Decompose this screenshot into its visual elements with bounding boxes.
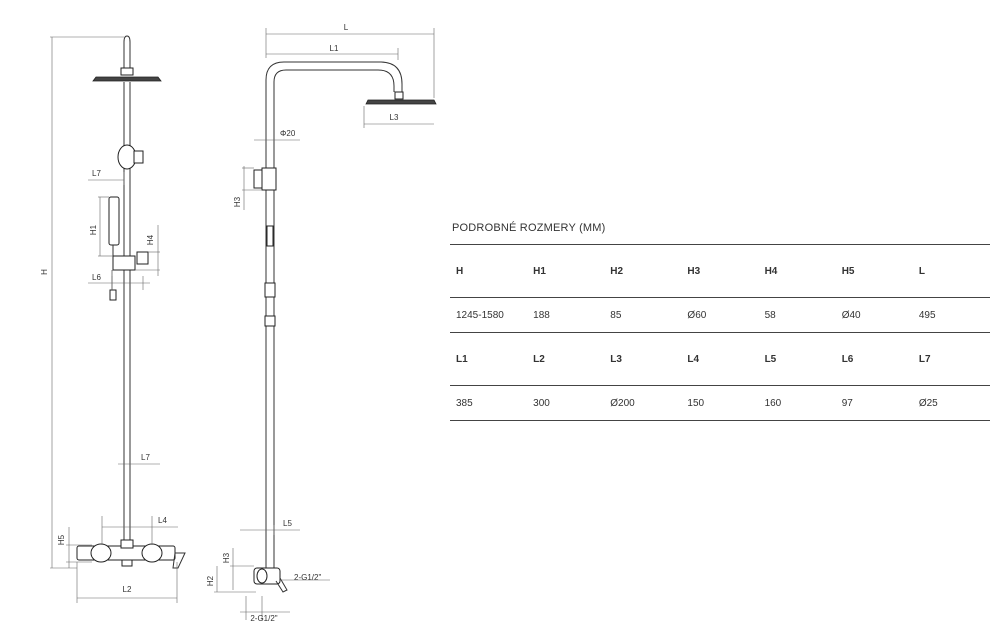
label-H2: H2 — [206, 575, 215, 587]
header-cell: H3 — [681, 245, 758, 298]
value-cell: 150 — [681, 386, 758, 421]
header-cell: H5 — [836, 245, 913, 298]
front-view — [40, 36, 185, 603]
side-diverter — [262, 168, 276, 190]
header-cell: L7 — [913, 333, 990, 386]
side-diverter-knob — [254, 170, 262, 188]
header-cell: L6 — [836, 333, 913, 386]
hose-connector — [110, 290, 116, 300]
label-L5: L5 — [283, 519, 292, 528]
head-connector — [121, 68, 133, 75]
hand-shower — [109, 197, 119, 245]
header-cell: H4 — [759, 245, 836, 298]
side-rain-head — [366, 100, 436, 104]
value-cell: Ø25 — [913, 386, 990, 421]
label-H: H — [40, 269, 49, 275]
header-cell: L2 — [527, 333, 604, 386]
label-H4: H4 — [146, 234, 155, 246]
spout — [122, 560, 132, 566]
pole-base — [121, 540, 133, 548]
value-cell: 160 — [759, 386, 836, 421]
value-cell: 300 — [527, 386, 604, 421]
header-cell: L1 — [450, 333, 527, 386]
spec-table — [450, 244, 990, 421]
header-cell: L3 — [604, 333, 681, 386]
side-head-connector — [395, 92, 403, 99]
diverter-knob — [118, 145, 136, 169]
value-cell: 58 — [759, 298, 836, 333]
mixer-lever — [173, 553, 185, 568]
spec-title: PODROBNÉ ROZMERY (MM) — [452, 222, 606, 234]
table-value-row — [450, 386, 990, 421]
label-L: L — [343, 23, 349, 32]
label-L3: L3 — [389, 113, 399, 122]
value-cell: 1245-1580 — [450, 298, 527, 333]
header-cell: L — [913, 245, 990, 298]
spec-section — [450, 218, 990, 421]
value-cell: 85 — [604, 298, 681, 333]
side-hand-shower — [267, 226, 273, 246]
value-cell: Ø40 — [836, 298, 913, 333]
label-inlet-bottom: 2-G1/2" — [250, 614, 278, 623]
header-cell: L5 — [759, 333, 836, 386]
label-L1: L1 — [329, 44, 339, 53]
top-cap — [124, 36, 130, 68]
label-H3-lower: H3 — [222, 552, 231, 564]
label-H1: H1 — [89, 224, 98, 236]
header-cell: H1 — [527, 245, 604, 298]
label-phi20: Φ20 — [280, 129, 296, 138]
value-cell: Ø60 — [681, 298, 758, 333]
holder-bracket — [137, 252, 148, 264]
table-header-row — [450, 333, 990, 386]
diverter-handle — [134, 151, 143, 163]
label-L7-mid: L7 — [141, 453, 150, 462]
header-cell: L4 — [681, 333, 758, 386]
mixer-left-knob — [91, 544, 111, 562]
label-L2: L2 — [122, 585, 132, 594]
header-cell: H — [450, 245, 527, 298]
mixer-right-knob — [142, 544, 162, 562]
value-cell: 385 — [450, 386, 527, 421]
header-cell: H2 — [604, 245, 681, 298]
slide-holder — [113, 256, 135, 270]
value-cell: 495 — [913, 298, 990, 333]
side-holder — [265, 283, 275, 297]
label-H5: H5 — [57, 534, 66, 546]
label-L4: L4 — [158, 516, 167, 525]
label-inlet-right: 2-G1/2" — [294, 573, 322, 582]
technical-drawing — [0, 0, 440, 641]
table-header-row — [450, 245, 990, 298]
side-view — [206, 23, 436, 623]
value-cell: 97 — [836, 386, 913, 421]
value-cell: Ø200 — [604, 386, 681, 421]
label-L7-top: L7 — [92, 169, 101, 178]
value-cell: 188 — [527, 298, 604, 333]
label-H3-upper: H3 — [233, 196, 242, 208]
label-L6: L6 — [92, 273, 101, 282]
rain-shower-head — [93, 77, 161, 81]
table-value-row — [450, 298, 990, 333]
side-slider — [265, 316, 275, 326]
